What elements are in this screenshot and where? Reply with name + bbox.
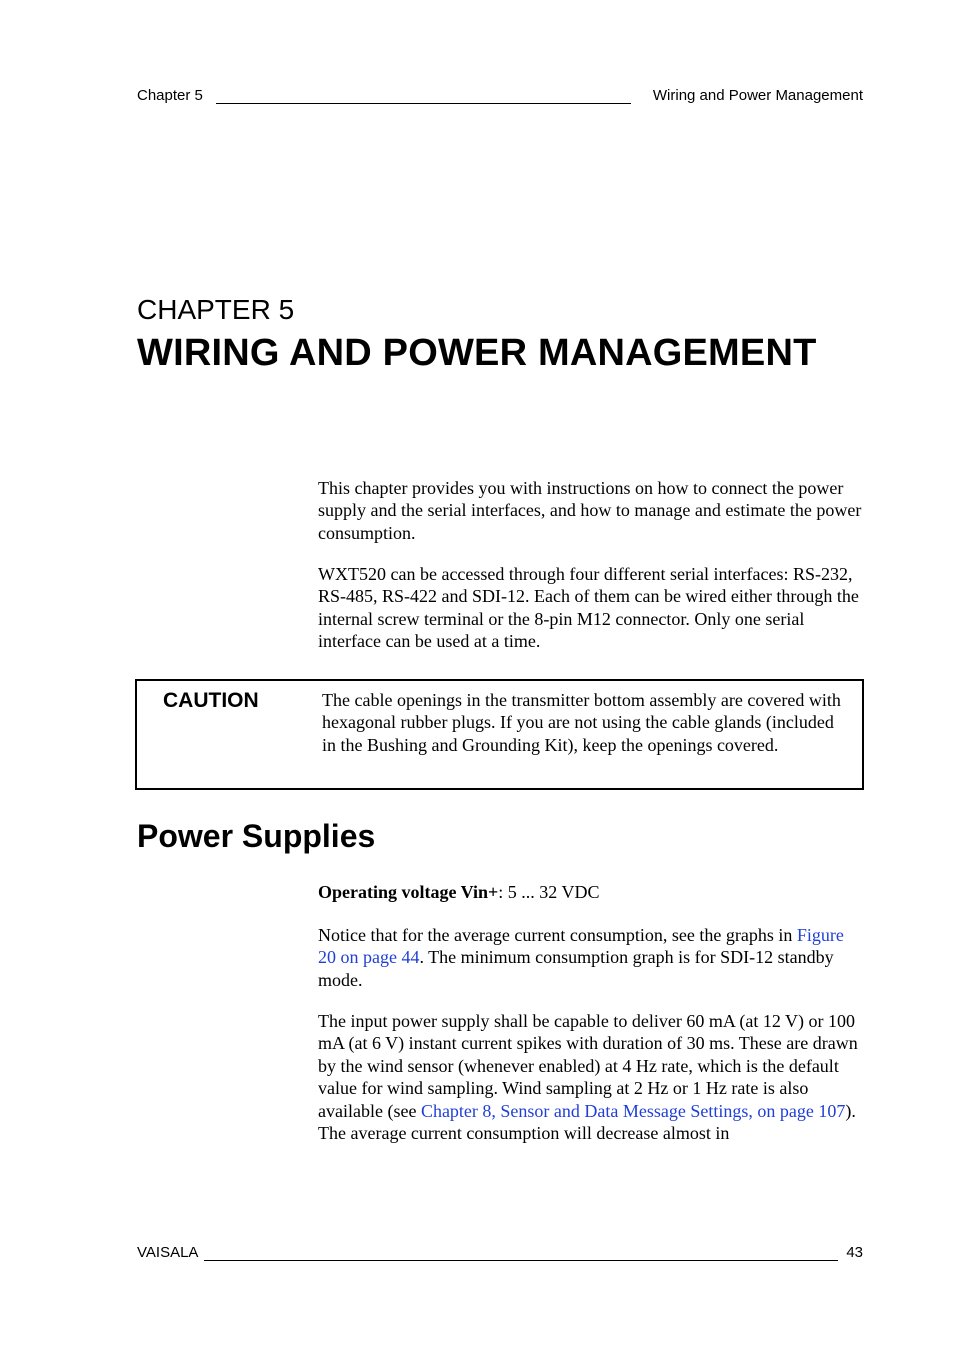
footer-company: VAISALA [137, 1244, 199, 1261]
caution-label: CAUTION [163, 689, 259, 712]
intro-paragraph-2: WXT520 can be accessed through four different serial interfaces: RS-232, RS-485, RS-422 and SDI-12. Each of them can be wired either through the internal screw terminal or the 8-pin M12 connector. Only one serial interface can be used at a time. [318, 564, 859, 652]
figure-20-link[interactable]: Figure 20 on page 44 [318, 925, 844, 968]
section-title: Power Supplies [137, 818, 376, 854]
footer-rule [204, 1260, 838, 1261]
chapter-8-link[interactable]: Chapter 8, Sensor and Data Message Settings, on page 107 [420, 1100, 846, 1121]
intro-paragraph-1: This chapter provides you with instructions on how to connect the power supply and the serial interfaces, and how to manage and estimate the power consumption. [318, 478, 862, 543]
header-chapter: Chapter 5 [137, 87, 203, 104]
caution-text: The cable openings in the transmitter bottom assembly are covered with hexagonal rubber plugs. If you are not using the cable glands (included in the Bushing and Grounding Kit), keep the openings covered. [322, 690, 841, 755]
chapter-title: WIRING AND POWER MANAGEMENT [137, 332, 817, 374]
power-supply-text-2: ). The average current consumption will decrease almost in [318, 1100, 856, 1144]
header-rule [216, 103, 631, 104]
consumption-text-2: . The minimum consumption graph is for SDI-12 standby mode. [318, 947, 834, 990]
chapter-label: CHAPTER 5 [137, 294, 295, 325]
consumption-paragraph [318, 924, 866, 991]
header-title: Wiring and Power Management [652, 87, 863, 104]
caution-box [135, 679, 864, 790]
operating-voltage-value: : 5 ... 32 VDC [498, 882, 600, 902]
page-number: 43 [846, 1244, 863, 1261]
power-supply-text-1: The input power supply shall be capable to deliver 60 mA (at 12 V) or 100 mA (at 6 V) instant current spikes with duration of 30 ms. These are drawn by the wind sensor (whenever enabled) at 4 Hz rate, which is the default value for wind sampling. Wind sampling at 2 Hz or 1 Hz rate is also available (see [318, 1011, 858, 1121]
operating-voltage [318, 881, 866, 903]
operating-voltage-label: Operating voltage Vin+ [318, 882, 499, 902]
power-supply-paragraph [318, 1010, 866, 1144]
consumption-text-1: Notice that for the average current consumption, see the graphs in [318, 925, 797, 945]
